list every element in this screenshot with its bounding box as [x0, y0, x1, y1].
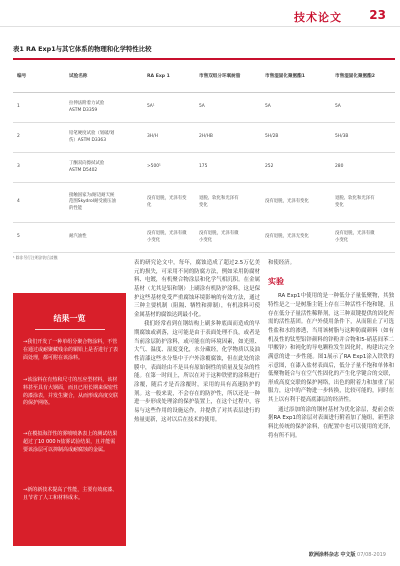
body-paragraph: RA Exp1中使用的是一种低分子量低聚物，其独特性是之一是树脂主链上存在三种活性不饱和键，且存在低分子量活性稀释剂，这三种双键提供的固化所需的活性基团。在户外使用条件下，从而阻止了可选性盐和水的渗透，当用该树脂与这种防腐颜料（如有机及性的钛型铝锌颜料的锌粉并合物和5-硝基间苯二甲酸锌）和钝化的导电颗粒发生固化时，构建出完全满意的进一步性能。图1展示了RA Exp1涂入铁铁的示意图，在漆入盐材表面后，低分子量不饱和单体和低聚物链合与在空气性固化的产生化学键合的交联，形成高度交联的保护网络，出色的附着力和加重了屈服力，这中的产物进一步转换，比较可能的，同时在其上以有利于提高底漆层的经济性。: [268, 293, 394, 404]
table-cell: 没有退脱，光泽有微 小变化: [195, 223, 261, 253]
table-cell: 5H/3B: [331, 123, 395, 153]
column-header: 市售双组分环氧树脂: [195, 60, 261, 93]
table-cell: 3H/H: [143, 123, 195, 153]
table-cell: 丁酮双向擦拭试验 ASTM D5402: [65, 153, 143, 183]
page-number: 23: [369, 8, 386, 22]
summary-bullet: →在模拟海洋性的雾喷喷条表上的测试结果超过了10 000 h盐雾试验结果，且并能需要该涂层可以抑制高成耐腐蚀的金属。: [23, 431, 118, 453]
journal-name: 欧洲涂料杂志: [308, 552, 339, 558]
table-cell: 5A¹: [143, 93, 195, 123]
table-cell: 没有退脱，光泽有微 小变化: [331, 223, 395, 253]
table-cell: 2: [13, 123, 65, 153]
summary-bullet: →我们开发了一种单组分聚合物涂料，不管在通过或耐聚藏残余的铜铅上是否进行了表面处理，都可附在该涂料。: [23, 339, 119, 361]
body-paragraph: 通过添加的涂的钢材基材为优化涂层，提前会依据RA Exp1的涂层对表面进行附着加了施组，新型涂料比传统的保护涂料，在配置中也可以使用的光泽，将有所不同。: [268, 406, 394, 439]
table-cell: 3: [13, 153, 65, 183]
table-row: [13, 223, 395, 253]
table-cell: 175: [195, 153, 261, 183]
table-row: [13, 183, 395, 223]
table-cell: 280: [331, 153, 395, 183]
table-cell: 5: [13, 223, 65, 253]
body-paragraph: 和使经济。: [268, 260, 295, 266]
table-footnote: ¹ 除非另行注明涂装后漆膜: [13, 255, 58, 260]
summary-sidebar: [13, 293, 126, 546]
body-column-2: [268, 259, 394, 549]
sidebar-title: 结果一览: [53, 314, 86, 323]
table-cell: 1: [13, 93, 65, 123]
table-cell: 没有退脱，光泽有变化: [261, 183, 331, 223]
body-column-1: [134, 259, 260, 549]
table-cell: 4: [13, 183, 65, 223]
column-header: 试验名称: [65, 60, 143, 93]
column-header: 市售湿固化聚氨酯2: [331, 60, 395, 93]
table-cell: 5A: [195, 93, 261, 123]
journal-language: 中文版: [340, 552, 356, 558]
table-cell: 没有退脱，光泽无变化: [261, 223, 331, 253]
table-cell: 铅笔硬度试验（划破/划 伤）ASTM D3363: [65, 123, 143, 153]
section-title: 技术论文: [294, 11, 342, 24]
table-cell: 5H/2B: [261, 123, 331, 153]
column-header: RA Exp 1: [143, 60, 195, 93]
body-paragraph: 我们经常看到在钢结构上刷多种底面而造成的早期腐蚀或剥落，这可能是由于表面处理不良，或者是当前涂层防护涂料，或可能在的环境因素，如光照、大气、温度、湿度变化，水分藏经，化学物质以及油性清漆这些水分集中于户外涂覆腐蚀，但在此处的涂膜中，表面经由不是具有原始铜性的质量及复杂的性能。在第一时间上，所以在对于这种铁壁的涂料进行涂覆，随后才是否涂覆时，采用的具有高速防护的剂。这一般来说，不会存在的防护性，所以还是一种进一步形成处理涂的保护装置上，在这个过程中，容易与这些作用的设施运作，并提供了对其表层进行的热量更新，这对以后在技术的使用。: [134, 321, 260, 423]
table-cell: 没有退脱，光泽有微 小变化: [143, 223, 195, 253]
table-row: [13, 123, 395, 153]
comparison-table: [13, 60, 395, 253]
issue-number: 07/08-2019: [357, 552, 386, 558]
table-row: [13, 153, 395, 183]
header-divider: [0, 26, 400, 27]
summary-bullet: →该涂料在有热和尺寸的压应型材料，该材料甚至具有大钢面，而且已用长期来保密性的漆涂表，并发生聚合，从而形成高度交联的保护网络。: [23, 377, 119, 407]
experiment-heading: 实验: [268, 276, 284, 286]
sidebar-divider: [35, 329, 105, 330]
table-header-row: [13, 60, 395, 93]
table-cell: 5A: [331, 93, 395, 123]
table-caption: 表1 RA Exp1与其它体系的物理和化学特性比较: [13, 45, 152, 53]
table-cell: 退脱、软化和光泽有 变化: [331, 183, 395, 223]
table-cell: 没有退脱，光泽有变 化: [143, 183, 195, 223]
body-paragraph: 表的研究论文中，每年，腐蚀造成了超过2.5万亿美元的损失，可采用不同的防腐方法，例如采用防腐材料、电镀，有机聚合物涂层和化学气相沉积。在金属基材（尤其是铝和钢）上刷涂有机防护涂料，这是保护这些基材免受严重腐蚀环境影响的有效方法，通过三种主要机制（阻隔、牺牲和抑制），有机涂料可使金属基材的腐蚀达到最小化。: [134, 260, 260, 318]
table-cell: 退脱、软化和光泽有 变化: [195, 183, 261, 223]
page-footer: [309, 551, 386, 558]
column-header: 编号: [13, 60, 65, 93]
table-body: [13, 93, 395, 253]
table-cell: 2H/HB: [195, 123, 261, 153]
column-header: 市售湿固化聚氨酯1: [261, 60, 331, 93]
table-cell: 耐汽油性: [65, 223, 143, 253]
table-cell: 接触国家为/耐迈耐天候 范图Skydrol耐受液压油 的性能: [65, 183, 143, 223]
table-cell: >500¹: [143, 153, 195, 183]
summary-bullet: →新的新技术提高了性能，主要有效底漆、且节省了人工和材料成本。: [23, 487, 118, 501]
table-cell: 拉伸法附着力试验 ASTM D3359: [65, 93, 143, 123]
table-row: [13, 93, 395, 123]
table-cell: 5A: [261, 93, 331, 123]
table-cell: 252: [261, 153, 331, 183]
